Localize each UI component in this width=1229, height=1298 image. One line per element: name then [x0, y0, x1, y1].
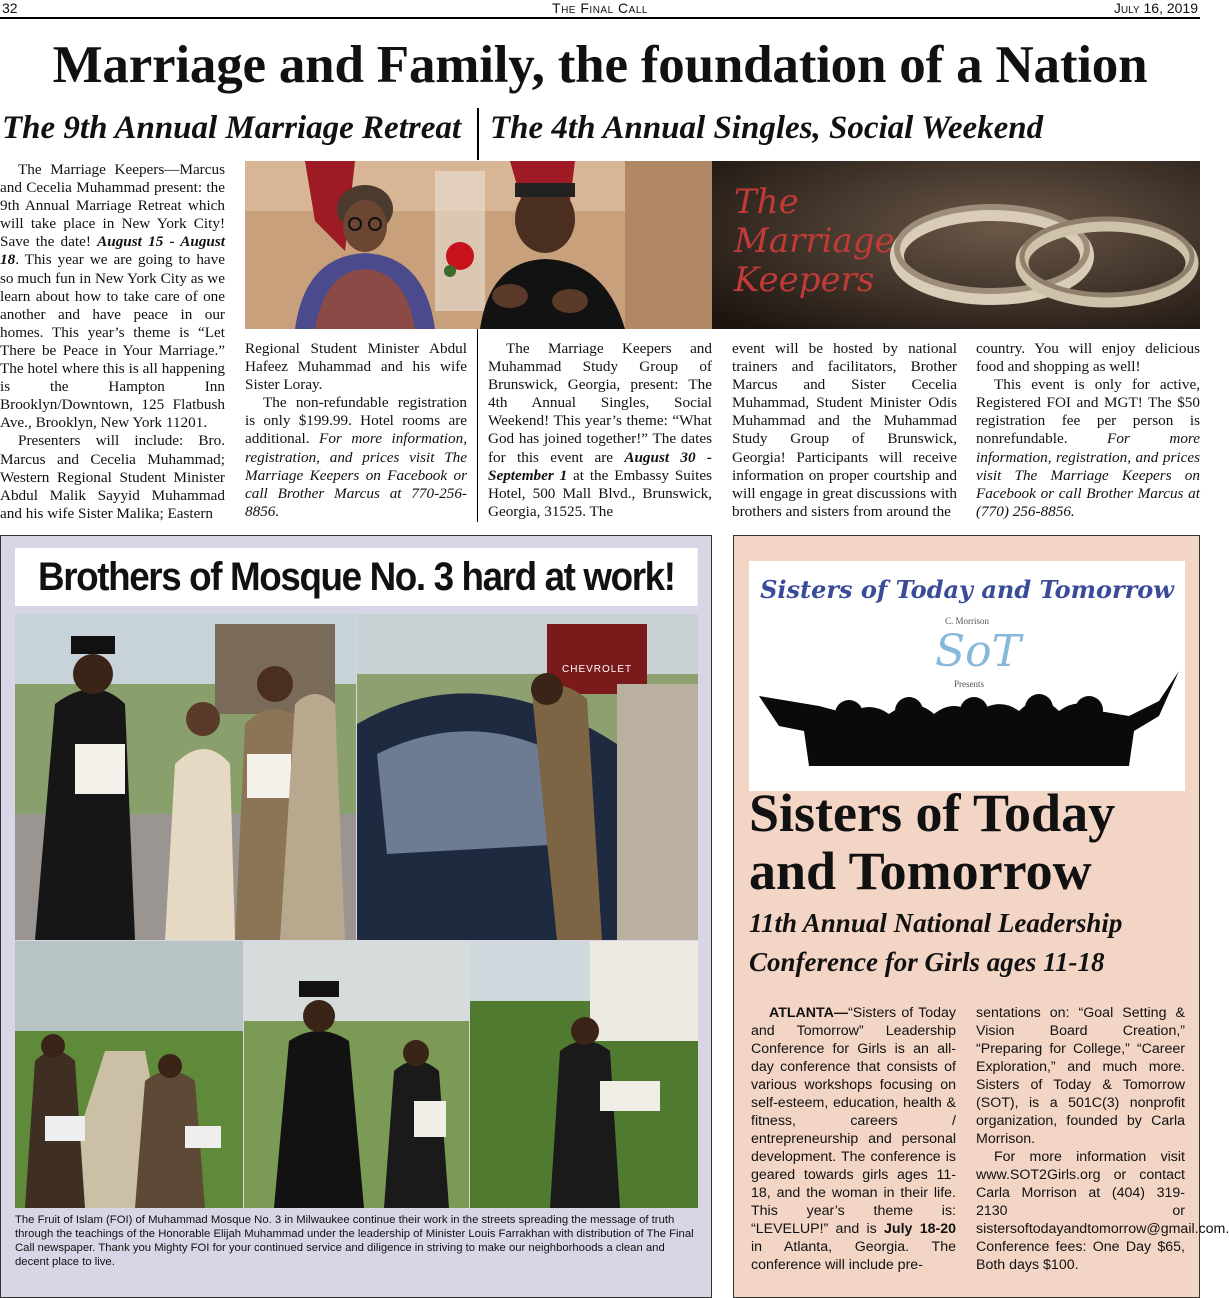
singles-venue-text: at the Embassy Suites Hotel, 500 Mall Blvd., Brunswick, Georgia, 31525. The — [488, 466, 712, 520]
brothers-title: Brothers of Mosque No. 3 hard at work! — [15, 548, 698, 606]
sisters-intro-text: “Sisters of Today and Tomorrow” Leadership Conference for Girls is an all-day conference that consists of various workshops focusing on self-esteem, education, health & fitness, careers / entrepreneurship and personal development. The conference is geared towards girls ages 11-18, and the woman in their life. This year’s theme is: “LEVELUP!” and is — [751, 1005, 956, 1237]
column-rule — [477, 329, 478, 522]
brothers-feature-box — [0, 535, 712, 1298]
sisters-subtitle — [749, 904, 1189, 982]
silhouettes-icon — [749, 656, 1185, 766]
sot-logo-credit: C. Morrison — [945, 616, 990, 626]
retreat-column-1 — [0, 161, 225, 523]
sisters-title-line2: and Tomorrow — [749, 841, 1092, 901]
brothers-photo-house — [470, 941, 698, 1208]
sisters-title-line1: Sisters of Today — [749, 783, 1116, 843]
sisters-subtitle-line1: 11th Annual National Leadership — [749, 908, 1123, 938]
retreat-subhead: The 9th Annual Marriage Retreat — [2, 110, 462, 146]
singles-contact-text: For more information, registration, and prices visit The Marriage Keepers on Facebook or call Brother Marcus at (770) 256-8856. — [976, 430, 1201, 520]
retreat-intro-text: The Marriage Keepers—Marcus and Cecelia Muhammad present: the 9th Annual Marriage Retreat which will take place in New York City! Save the date! — [0, 161, 225, 251]
couple-photo-illustration — [245, 161, 712, 329]
sot-logo-mark: SoT — [935, 626, 1021, 677]
sisters-column-2 — [976, 1004, 1229, 1274]
publication-name: The Final Call — [552, 0, 648, 16]
singles-food-text: country. You will enjoy delicious food and shopping as well! — [976, 340, 1200, 376]
sisters-presentations-text: sentations on: “Goal Setting & Vision Board Creation,” “Preparing for College,” “Career Exploration,” and much more. Sisters of Today & Tomorrow (SOT), is a 501C(3) nonprofit organization, founded by Carla Morrison. — [976, 1005, 1185, 1147]
sot-logo-presents: Presents — [954, 679, 984, 689]
sisters-feature-box — [733, 535, 1229, 1298]
sisters-contact-text: For more information visit www.SOT2Girls.org or contact Carla Morrison at (404) 319-2130 or sistersoftodayandtomorrow@gmail.com. Conference fees: One Day $65, Both days $100. — [976, 1149, 1229, 1273]
brothers-photo-car — [357, 614, 698, 940]
singles-column-3 — [976, 340, 1200, 521]
folio-bar — [0, 0, 1200, 19]
singles-eligibility-text: This event is only for active, Registered FOI and MGT! The $50 registration fee per person is nonrefundable. — [976, 376, 1200, 448]
issue-date: July 16, 2019 — [1113, 0, 1198, 16]
brothers-photo-sidewalk — [15, 941, 243, 1208]
logo-marriage: Marriage — [734, 221, 895, 261]
retreat-contact-text: For more information, registration, and prices visit The Marriage Keepers on Facebook or call Brother Marcus at 770-256-8856. — [245, 430, 467, 520]
logo-keepers: Keepers — [734, 260, 875, 300]
sisters-location-text: in Atlanta, Georgia. The conference will include pre- — [751, 1239, 956, 1273]
brothers-caption: The Fruit of Islam (FOI) of Muhammad Mosque No. 3 in Milwaukee continue their work in the streets spreading the message of truth through the teachings of the Honorable Elijah Muhammad under the leadership of Minister Louis Farrakhan with distribution of The Final Call newspaper. Thank you Mighty FOI for your continued service and diligence in striving to make our neighborhoods a clean and decent place to live. — [15, 1214, 694, 1268]
retreat-column-2 — [245, 340, 467, 521]
sisters-column-1 — [751, 1004, 956, 1274]
sot-logo-script: Sisters of Today and Tomorrow — [760, 575, 1174, 604]
subhead-divider — [477, 108, 479, 160]
retreat-registration-text: The non-refundable registration is only $199.99. Hotel rooms are additional. — [245, 394, 467, 448]
sisters-title — [749, 784, 1189, 900]
brothers-photo-group — [15, 614, 356, 940]
sisters-subtitle-line2: Conference for Girls ages 11-18 — [749, 947, 1105, 977]
retreat-details-text: . This year we are going to have so much fun in New York City as we learn about how to take care of one another and have peace in our homes. This year’s theme is “Let There be Peace in Your Marriage.” The hotel where this is all happening is the Hampton Inn Brooklyn/Downtown, 125 Flatbush Ave., Brooklyn, New York 11201. — [0, 251, 225, 432]
sisters-dates: July 18-20 — [884, 1221, 956, 1237]
retreat-presenters-continued: Regional Student Minister Abdul Hafeez Muhammad and his wife Sister Loray. — [245, 340, 467, 394]
logo-the: The — [734, 182, 799, 222]
singles-column-1 — [488, 340, 712, 521]
retreat-presenters-text: Presenters will include: Bro. Marcus and Cecelia Muhammad; Western Regional Student Minister Abdul Malik Sayyid Muhammad and his wife Sister Malika; Eastern — [0, 432, 225, 522]
page-number: 32 — [2, 0, 18, 16]
couple-photo — [245, 161, 712, 329]
brothers-photo-walkway — [244, 941, 469, 1208]
singles-intro-text: The Marriage Keepers and Muhammad Study Group of Brunswick, Georgia, present: The 4th Annual Singles, Social Weekend! This year’s theme: “What God has joined together!” The dates for this event are — [488, 340, 712, 466]
sisters-dateline: ATLANTA— — [769, 1005, 849, 1021]
truck-badge: CHEVROLET — [562, 664, 633, 675]
singles-dates: August 30 - September 1 — [488, 448, 712, 484]
sot-logo — [749, 561, 1185, 791]
retreat-dates: August 15 - August 18 — [0, 233, 225, 269]
singles-column-2 — [732, 340, 957, 521]
page-headline: Marriage and Family, the foundation of a Nation — [52, 36, 1148, 94]
singles-subhead: The 4th Annual Singles, Social Weekend — [490, 110, 1044, 146]
singles-hosts-text: event will be hosted by national trainers and facilitators, Brother Marcus and Sister Cecelia Muhammad, Student Minister Odis Muhammad and the Muhammad Study Group of Brunswick, Georgia! Participants will receive information on proper courtship and will engage in great discussions with brothers and sisters from around the — [732, 340, 957, 520]
marriage-keepers-logo-image — [712, 161, 1200, 329]
